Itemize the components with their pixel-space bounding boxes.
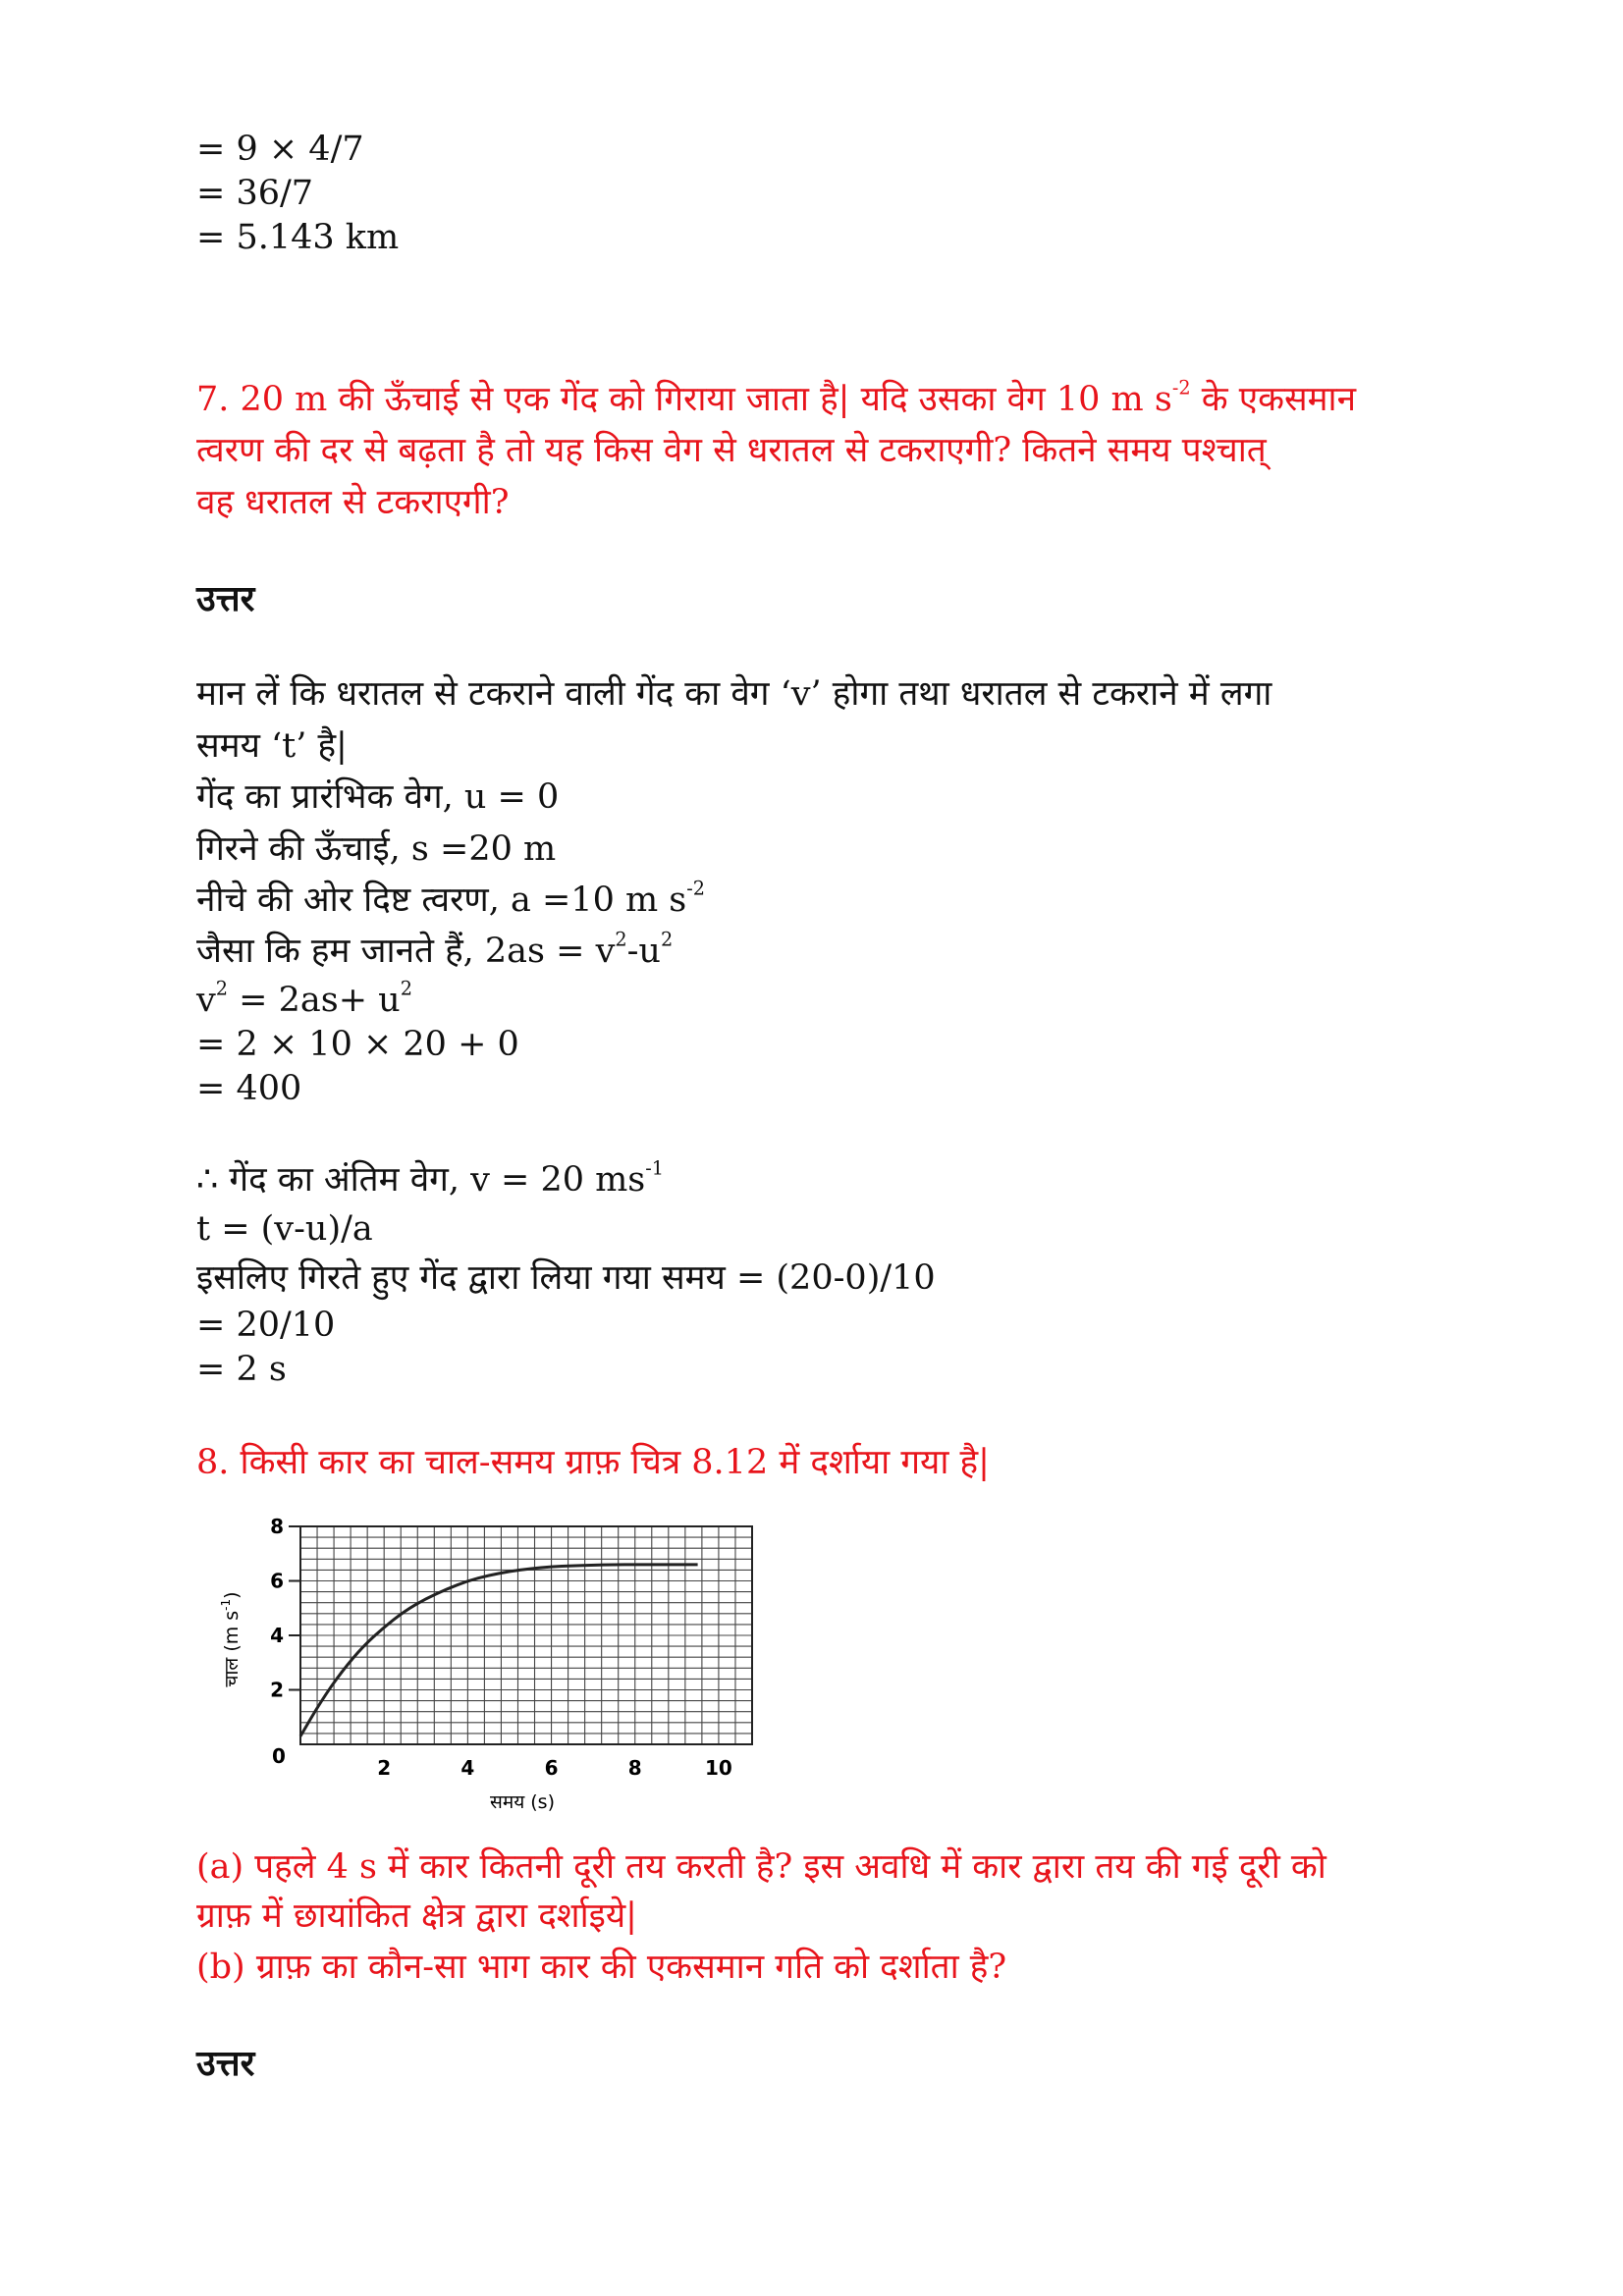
calc-line: = 9 × 4/7 [196, 130, 364, 169]
question-8b-line: (b) ग्राफ़ का कौन-सा भाग कार की एकसमान गति को दर्शाता है? [196, 1948, 1007, 1987]
answer-line: = 400 [196, 1069, 302, 1108]
answer-line: $v^2 = 2as+ u^2$ [196, 977, 412, 1020]
answer-line: समय ‘t’ है| [196, 726, 348, 766]
speed-curve [300, 1565, 698, 1736]
x-axis-label: समय (s) [490, 1791, 555, 1813]
answer-line: = 2 × 10 × 20 + 0 [196, 1025, 519, 1064]
answer-line: नीचे की ओर दिष्ट त्वरण, a =10 m $s^{-2}$ [196, 877, 705, 920]
answer-line: = 2 s [196, 1350, 287, 1389]
y-axis-label: चाल (m $s^{-1}$) [219, 1591, 243, 1687]
y-tick-label: 6 [270, 1569, 284, 1593]
answer-heading: उत्तर [196, 578, 255, 619]
answer-line: = 20/10 [196, 1306, 336, 1345]
x-tick-label: 8 [627, 1756, 642, 1780]
y-tick-label: 8 [270, 1517, 284, 1538]
question-8a-line: (a) पहले 4 s में कार कितनी दूरी तय करती है? इस अवधि में कार द्वारा तय की गई दूरी को [196, 1847, 1326, 1887]
question-7-line: वह धरातल से टकराएगी? [196, 483, 510, 522]
answer-line: ∴ गेंद का अंतिम वेग, v = 20 $ms^{-1}$ [196, 1156, 665, 1200]
question-8-line: 8. किसी कार का चाल-समय ग्राफ़ चित्र 8.12 में दर्शाया गया है| [196, 1443, 990, 1482]
graph-grid [300, 1526, 752, 1744]
x-tick-label: 2 [377, 1756, 392, 1780]
speed-time-graph [206, 1517, 756, 1831]
y-tick-label: 4 [270, 1624, 284, 1647]
answer-line: गेंद का प्रारंभिक वेग, u = 0 [196, 777, 560, 817]
y-tick-label: 2 [270, 1678, 284, 1702]
question-7-line: 7. 20 m की ऊँचाई से एक गेंद को गिराया जाता है| यदि उसका वेग 10 m $s^{-2}$ के एकसमान [196, 376, 1357, 419]
x-tick-label: 6 [544, 1756, 559, 1780]
answer-line: t = (v-u)/a [196, 1209, 373, 1249]
graph-curve [300, 1565, 698, 1736]
calc-line: = 36/7 [196, 174, 314, 213]
x-tick-label: 10 [705, 1756, 732, 1780]
calc-line: = 5.143 km [196, 218, 400, 257]
origin-label: 0 [272, 1744, 286, 1768]
answer-line: मान लें कि धरातल से टकराने वाली गेंद का वेग ‘v’ होगा तथा धरातल से टकराने में लगा [196, 674, 1272, 714]
answer-line: जैसा कि हम जानते हैं, $2as = v^2-u^2$ [196, 928, 674, 971]
answer-heading: उत्तर [196, 2043, 255, 2084]
question-8a-line: ग्राफ़ में छायांकित क्षेत्र द्वारा दर्शाइये| [196, 1896, 637, 1936]
x-tick-label: 4 [460, 1756, 475, 1780]
answer-line: गिरने की ऊँचाई, s =20 m [196, 829, 557, 869]
question-7-line: त्वरण की दर से बढ़ता है तो यह किस वेग से धरातल से टकराएगी? कितने समय पश्चात् [196, 431, 1267, 470]
answer-line: इसलिए गिरते हुए गेंद द्वारा लिया गया समय = (20-0)/10 [196, 1258, 936, 1298]
